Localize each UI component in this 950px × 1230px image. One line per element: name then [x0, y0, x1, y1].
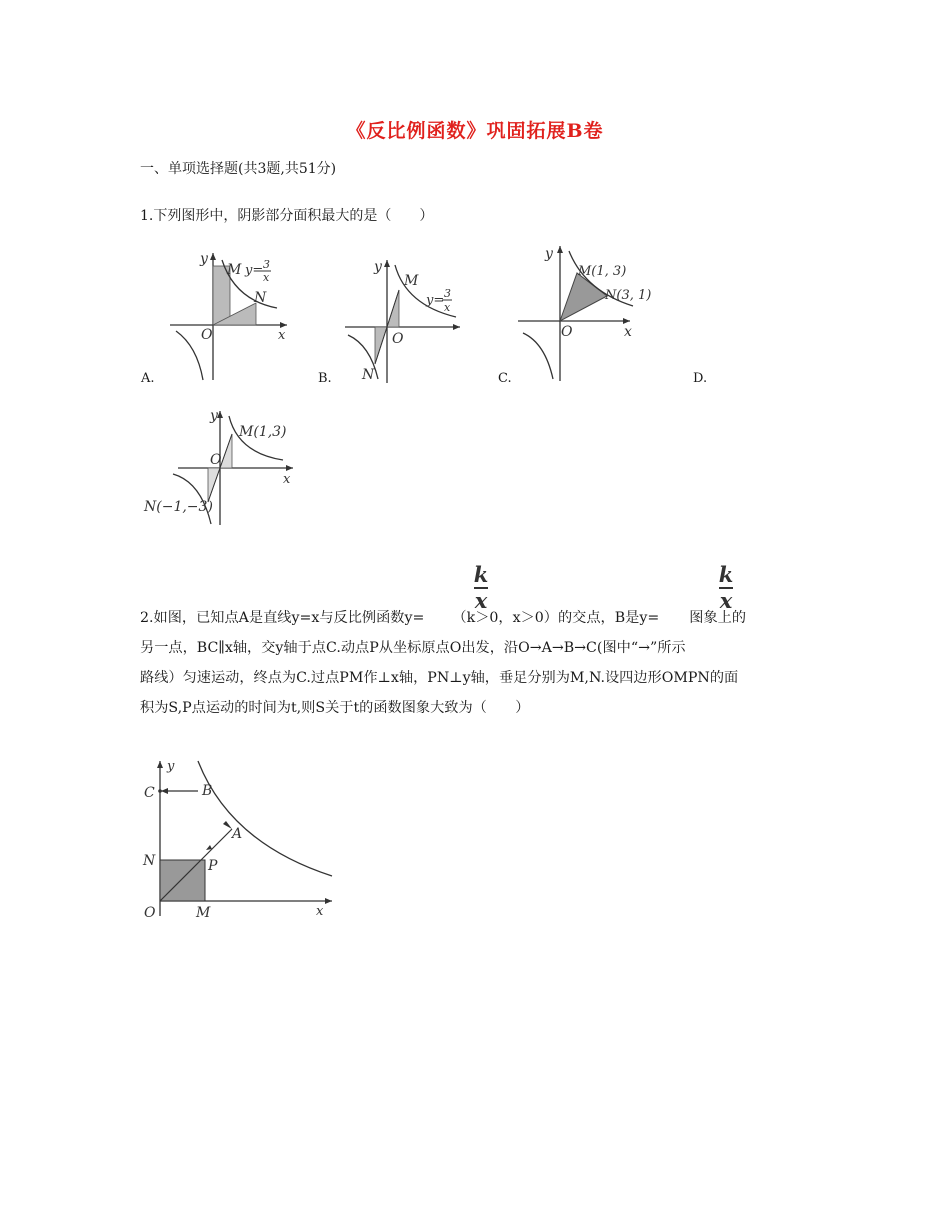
- fig-a-equation: y=: [245, 263, 264, 278]
- option-b-label: B.: [318, 371, 332, 386]
- fig-a-origin-label: O: [201, 327, 213, 343]
- fig-c-y-label: y: [545, 246, 553, 262]
- q2-fig-m-label: M: [196, 905, 211, 921]
- q2-fraction-1-numerator: k: [473, 562, 489, 587]
- q2-fig-x-label: x: [316, 904, 324, 919]
- fig-d-origin-label: O: [210, 452, 222, 468]
- fig-a-y-label: y: [200, 251, 208, 267]
- fig-d-x-label: x: [283, 472, 291, 487]
- fig-a-n-label: N: [254, 290, 267, 306]
- fig-c-x-label: x: [624, 324, 632, 340]
- q2-line-2: 另一点，BC∥x轴，交y轴于点C.动点P从坐标原点O出发，沿O→A→B→C(图中“→”所示: [140, 640, 686, 656]
- section-heading: 一、单项选择题(共3题,共51分): [140, 161, 337, 177]
- page-title: 《反比例函数》巩固拓展B卷: [346, 120, 604, 142]
- q1-figure-c: [515, 243, 665, 383]
- q2-fig-p-label: P: [208, 858, 218, 874]
- q2-line-1: 2.如图，已知点A是直线y=x与反比例函数y= （k＞0，x＞0）的交点，B是y= 图象上的: [140, 610, 747, 626]
- option-c-label: C.: [498, 371, 512, 386]
- fig-c-n-label: N(3, 1): [605, 288, 652, 303]
- q1-figure-a: [165, 248, 295, 383]
- fig-b-n-label: N: [362, 367, 375, 383]
- q2-fraction-1-denominator: x: [474, 588, 488, 613]
- q2-fraction-2-denominator: x: [719, 588, 733, 613]
- fig-a-eq-numerator: 3: [263, 258, 270, 271]
- fig-d-n-label: N(−1,−3): [144, 499, 213, 515]
- q2-fig-n-label: N: [143, 853, 156, 869]
- fig-b-origin-label: O: [392, 331, 404, 347]
- q2-fraction-2-numerator: k: [718, 562, 734, 587]
- q2-line-4: 积为S,P点运动的时间为t,则S关于t的函数图象大致为（ ）: [140, 700, 530, 716]
- fig-b-equation: y=: [426, 293, 445, 308]
- q1-figure-b: [340, 255, 465, 385]
- fig-b-eq-denominator: x: [444, 301, 451, 314]
- q2-fig-c-label: C: [144, 785, 155, 801]
- fig-c-origin-label: O: [561, 324, 573, 340]
- question-1-stem: 1.下列图形中，阴影部分面积最大的是（ ）: [140, 208, 434, 224]
- q1-figure-d: [143, 408, 308, 528]
- fig-a-x-label: x: [278, 328, 286, 343]
- fig-a-eq-denominator: x: [263, 271, 270, 284]
- fig-c-m-label: M(1, 3): [578, 264, 627, 279]
- fig-d-y-label: y: [210, 408, 218, 424]
- fig-b-eq-numerator: 3: [444, 287, 451, 300]
- q2-fig-y-label: y: [167, 759, 175, 774]
- fig-b-y-label: y: [374, 259, 382, 275]
- fig-d-m-label: M(1,3): [239, 424, 287, 440]
- q2-line-3: 路线）匀速运动，终点为C.过点PM作⊥x轴，PN⊥y轴，垂足分别为M,N.设四边形OMPN的面: [140, 670, 739, 686]
- fig-a-m-label: M: [227, 262, 242, 278]
- q2-fig-a-label: A: [232, 826, 243, 842]
- fig-b-m-label: M: [404, 273, 419, 289]
- q2-fig-origin-label: O: [144, 905, 156, 921]
- q2-figure: [140, 758, 340, 928]
- q2-fig-b-label: B: [202, 783, 213, 799]
- option-d-label: D.: [693, 371, 708, 386]
- question-2-stem: [140, 603, 810, 723]
- option-a-label: A.: [141, 371, 155, 386]
